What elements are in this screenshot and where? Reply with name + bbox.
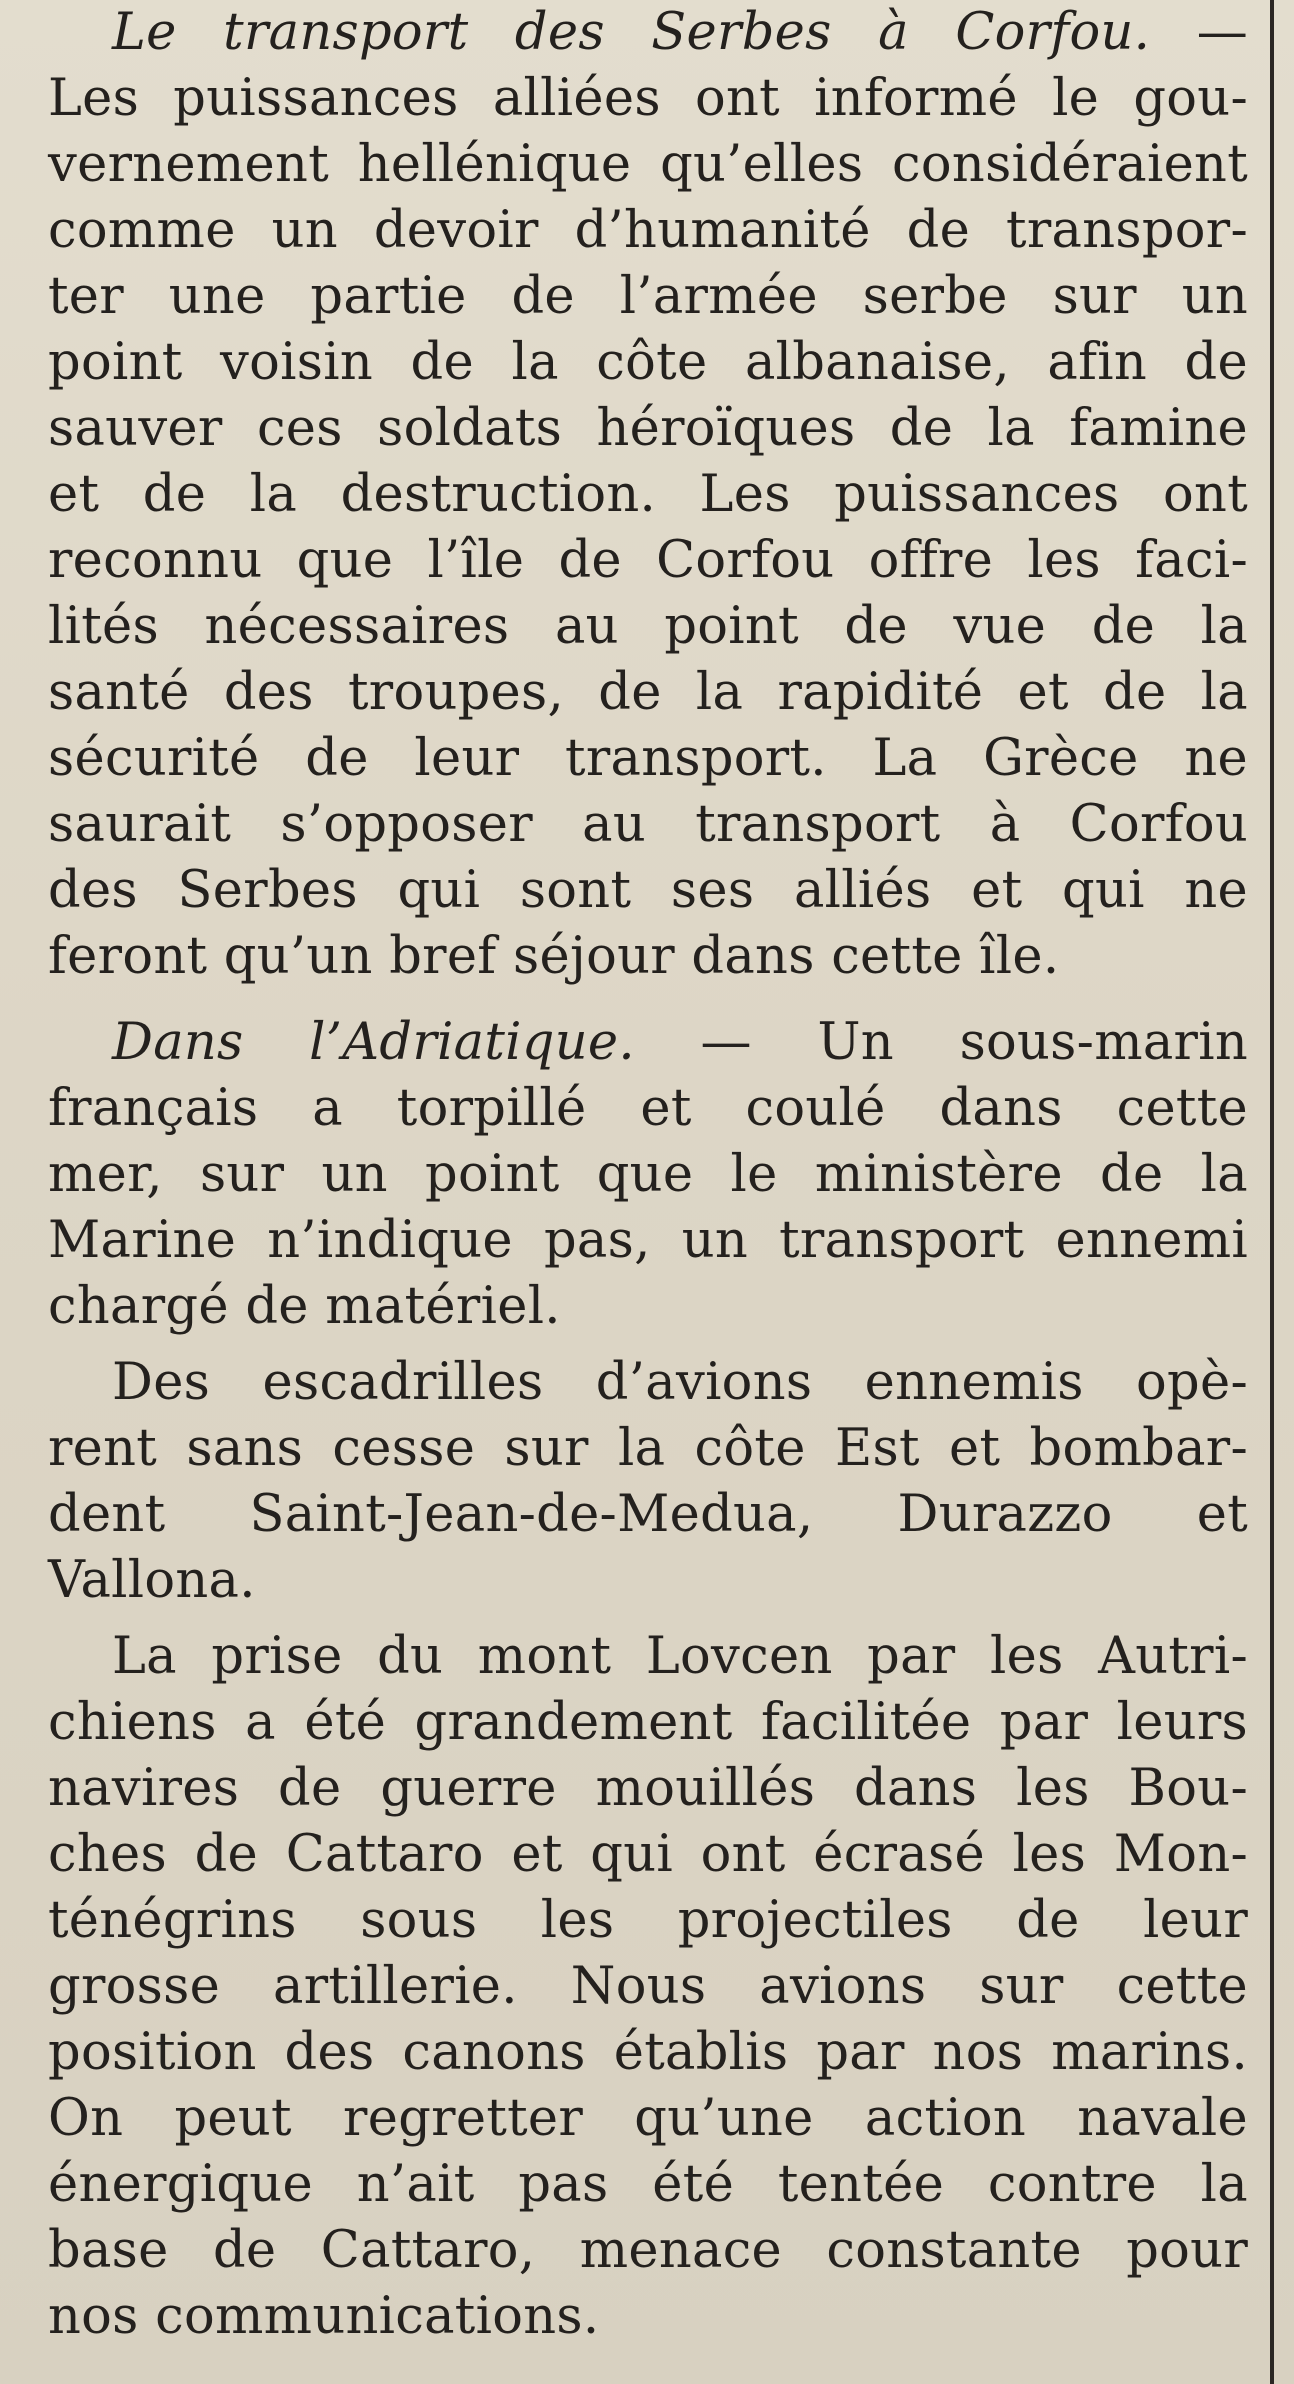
text-line: Des escadrilles d’avions ennemis opè-: [112, 1353, 1248, 1412]
text-line: sécurité de leur transport. La Grèce ne: [48, 729, 1248, 788]
article-column: [48, 0, 1248, 2350]
paragraph-adriatique: [48, 1010, 1248, 1340]
text-line: mer, sur un point que le ministère de la: [48, 1145, 1248, 1204]
section-headline: Le transport des Serbes à Corfou.: [112, 3, 1151, 62]
text-line: et de la destruction. Les puissances ont: [48, 465, 1248, 524]
heading-line-text: Un sous-marin: [817, 1013, 1248, 1072]
text-line: des Serbes qui sont ses alliés et qui ne: [48, 861, 1248, 920]
text-line: sauver ces soldats héroïques de la famine: [48, 399, 1248, 458]
text-line: Les puissances alliées ont informé le gou-: [48, 69, 1248, 128]
text-line: On peut regretter qu’une action navale: [48, 2089, 1248, 2148]
text-line: point voisin de la côte albanaise, afin de: [48, 333, 1248, 392]
text-line: dent Saint-Jean-de-Medua, Durazzo et: [48, 1485, 1248, 1544]
section-headline: Dans l’Adriatique.: [112, 1013, 635, 1072]
column-rule: [1270, 0, 1274, 2384]
text-line: Vallona.: [48, 1551, 256, 1610]
text-line: position des canons établis par nos marins.: [48, 2023, 1248, 2082]
text-line: reconnu que l’île de Corfou offre les faci-: [48, 531, 1248, 590]
text-line: lités nécessaires au point de vue de la: [48, 597, 1248, 656]
paragraph-corfou: [48, 0, 1248, 990]
text-line: chiens a été grandement facilitée par leurs: [48, 1693, 1248, 1752]
text-line: français a torpillé et coulé dans cette: [48, 1079, 1248, 1138]
text-line: comme un devoir d’humanité de transpor-: [48, 201, 1248, 260]
text-line: santé des troupes, de la rapidité et de la: [48, 663, 1248, 722]
text-line: navires de guerre mouillés dans les Bou-: [48, 1759, 1248, 1818]
text-line: ches de Cattaro et qui ont écrasé les Mon-: [48, 1825, 1248, 1884]
heading-dash: —: [1196, 3, 1248, 62]
text-line: vernement hellénique qu’elles considéraient: [48, 135, 1248, 194]
paragraph-lovcen: [48, 1624, 1248, 2350]
paragraph-spacer: [48, 1340, 1248, 1350]
text-line: rent sans cesse sur la côte Est et bombar-: [48, 1419, 1248, 1478]
heading-dash: —: [700, 1013, 752, 1072]
text-line: La prise du mont Lovcen par les Autri-: [112, 1627, 1248, 1686]
text-line: ter une partie de l’armée serbe sur un: [48, 267, 1248, 326]
paragraph-escadrilles: [48, 1350, 1248, 1614]
text-line: nos communications.: [48, 2287, 600, 2346]
text-line: base de Cattaro, menace constante pour: [48, 2221, 1248, 2280]
paragraph-heading-line: [48, 0, 1248, 66]
text-line: grosse artillerie. Nous avions sur cette: [48, 1957, 1248, 2016]
paragraph-heading-line: [48, 1010, 1248, 1076]
text-line: chargé de matériel.: [48, 1277, 561, 1336]
text-line: ténégrins sous les projectiles de leur: [48, 1891, 1248, 1950]
text-line: Marine n’indique pas, un transport ennemi: [48, 1211, 1248, 1270]
text-line: saurait s’opposer au transport à Corfou: [48, 795, 1248, 854]
paragraph-spacer: [48, 1614, 1248, 1624]
text-line: feront qu’un bref séjour dans cette île.: [48, 927, 1060, 986]
text-line: énergique n’ait pas été tentée contre la: [48, 2155, 1248, 2214]
paragraph-spacer: [48, 990, 1248, 1010]
